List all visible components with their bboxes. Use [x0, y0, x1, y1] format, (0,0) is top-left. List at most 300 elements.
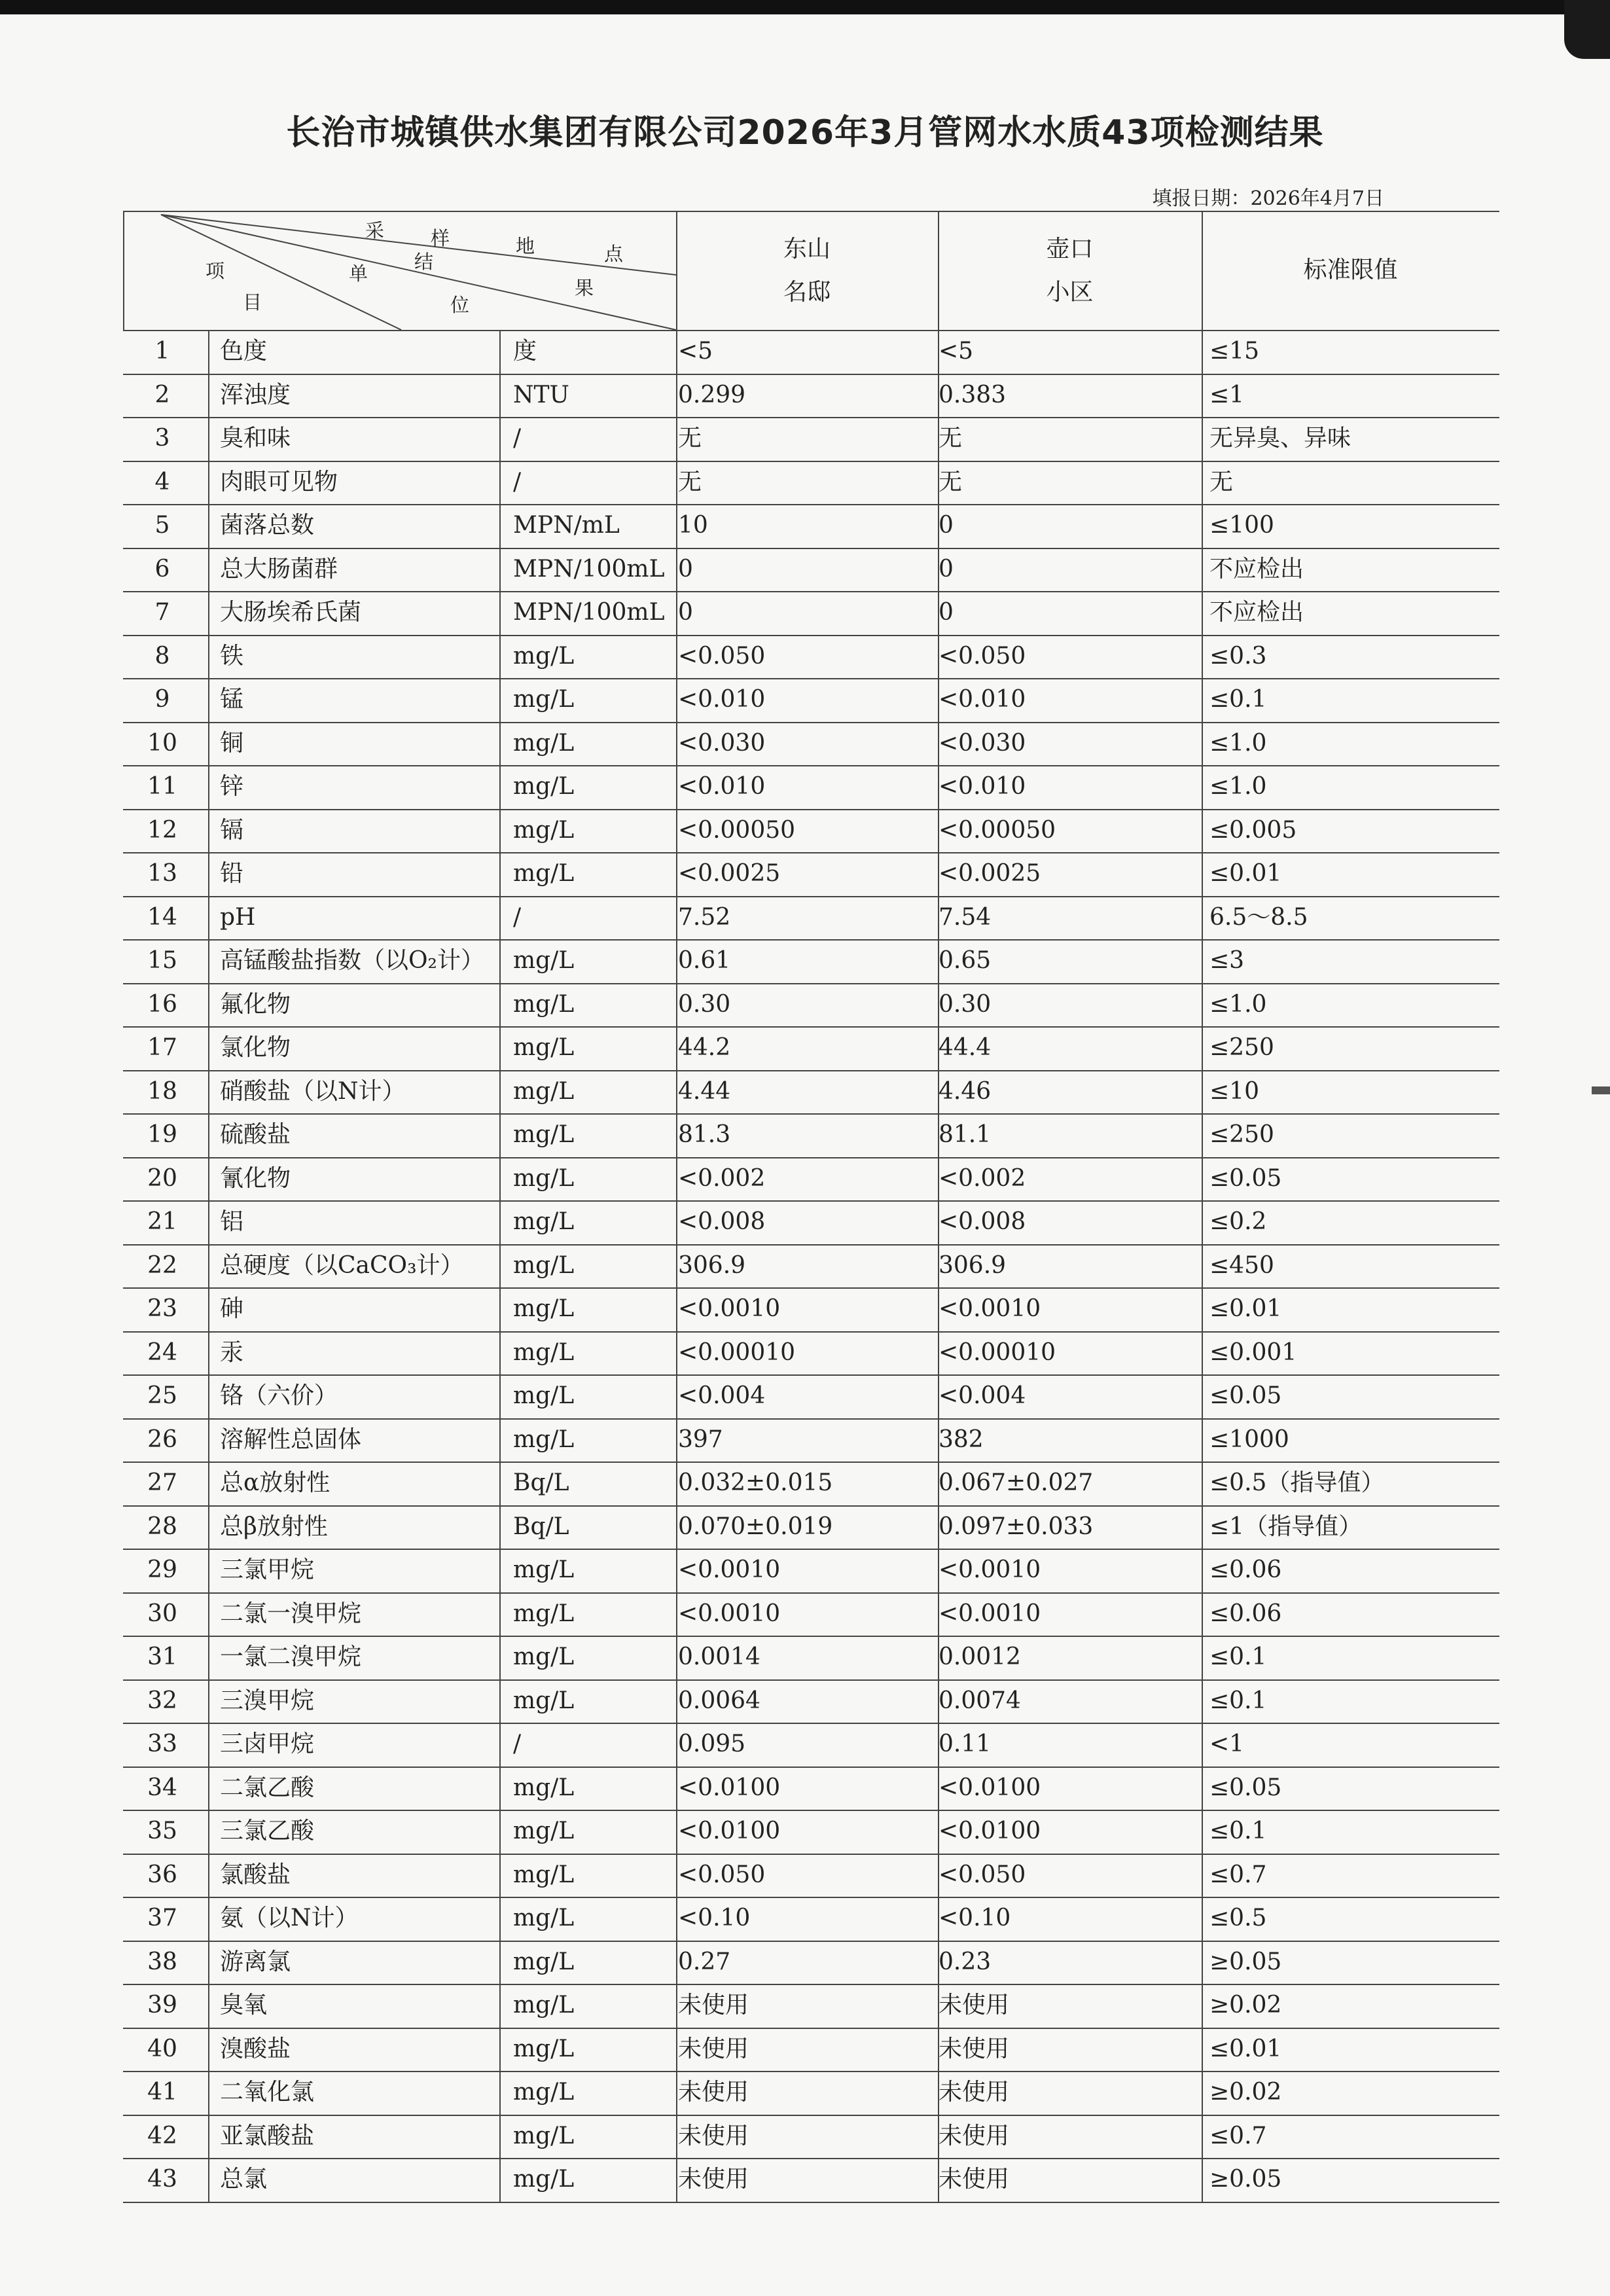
table-row	[123, 1810, 1499, 1854]
table-row	[123, 1984, 1499, 2028]
table-rule	[123, 1113, 1499, 1115]
table-rule	[123, 211, 1499, 212]
unit: mg/L	[513, 642, 575, 670]
header-label: 项	[206, 260, 225, 282]
row-number: 13	[147, 860, 177, 887]
site-a-value: 306.9	[678, 1251, 746, 1279]
table-rule	[123, 1941, 1499, 1942]
unit: mg/L	[513, 1208, 575, 1235]
table-row	[123, 374, 1499, 418]
scan-edge-mark	[1592, 1086, 1610, 1094]
site-a-value: <5	[678, 338, 713, 365]
row-number: 19	[147, 1121, 177, 1148]
row-number: 16	[147, 990, 177, 1018]
item-name: 氰化物	[220, 1164, 291, 1192]
table-rule	[123, 591, 1499, 592]
site-b-value: 未使用	[939, 2122, 1010, 2149]
site-a-value: <0.050	[678, 642, 766, 670]
standard-limit: 不应检出	[1209, 599, 1304, 626]
site-a-value: 0.0064	[678, 1687, 760, 1714]
site-b-value: 无	[939, 425, 963, 452]
item-name: 三溴甲烷	[220, 1687, 315, 1714]
site-a-value: 未使用	[678, 2166, 749, 2193]
item-name: 氯酸盐	[220, 1861, 291, 1888]
table-row	[123, 809, 1499, 853]
site-b-value: 382	[939, 1426, 984, 1453]
site-b-value: <0.00050	[939, 816, 1056, 844]
table-row	[123, 1549, 1499, 1592]
header-label: 目	[243, 291, 262, 314]
table-rule	[123, 939, 1499, 941]
site-b-value: <0.0010	[939, 1600, 1041, 1627]
table-rule	[123, 1200, 1499, 1202]
table-row	[123, 939, 1499, 983]
site-a-value: 0.032±0.015	[678, 1469, 833, 1496]
unit: mg/L	[513, 1426, 575, 1453]
unit: mg/L	[513, 1556, 575, 1583]
row-number: 35	[147, 1818, 177, 1844]
standard-limit: <1	[1209, 1731, 1245, 1757]
item-name: 二氯乙酸	[220, 1774, 315, 1801]
site-b-value: <0.004	[939, 1382, 1026, 1409]
header-label: 采	[365, 219, 385, 242]
table-row	[123, 1723, 1499, 1767]
standard-limit: 无	[1209, 468, 1234, 495]
site-a-value: 未使用	[678, 1992, 749, 2018]
row-number: 1	[154, 338, 170, 365]
row-number: 28	[147, 1513, 177, 1540]
table-rule	[123, 852, 1499, 853]
site-a-value: 未使用	[678, 2122, 749, 2149]
site-b-value: 81.1	[939, 1121, 992, 1148]
table-rule	[123, 635, 1499, 636]
item-name: 总α放射性	[220, 1469, 331, 1496]
item-name: 总β放射性	[220, 1513, 328, 1540]
table-row	[123, 1331, 1499, 1375]
unit: Bq/L	[513, 1469, 569, 1496]
table-row	[123, 548, 1499, 592]
site-a-value: 4.44	[678, 1077, 731, 1105]
standard-limit: ≤1	[1209, 381, 1245, 408]
scan-top-edge	[0, 0, 1610, 14]
standard-limit: ≤0.2	[1209, 1208, 1267, 1235]
site-a-value: <0.0010	[678, 1600, 781, 1627]
table-rule	[123, 2158, 1499, 2159]
item-name: 高锰酸盐指数（以O₂计）	[220, 947, 484, 974]
unit: mg/L	[513, 2166, 575, 2193]
site-b-value: 未使用	[939, 2166, 1010, 2193]
site-b-value: <0.0025	[939, 860, 1041, 887]
table-column-rule	[676, 211, 677, 2202]
row-number: 32	[147, 1687, 177, 1714]
site-a-value: 10	[678, 512, 708, 539]
site-b-value: 0.23	[939, 1948, 992, 1975]
item-name: 锌	[220, 773, 244, 800]
site-a-value: 0.27	[678, 1948, 731, 1975]
item-name: 砷	[220, 1295, 244, 1322]
standard-limit: ≤1.0	[1209, 729, 1267, 757]
unit: /	[513, 468, 522, 495]
table-row	[123, 1374, 1499, 1418]
table-row	[123, 1897, 1499, 1941]
table-rule	[123, 722, 1499, 723]
table-rule	[123, 2115, 1499, 2116]
site-b-value: 0.65	[939, 947, 992, 974]
item-name: 三氯甲烷	[220, 1556, 315, 1583]
table-column-rule	[499, 330, 501, 2202]
site-a-value: 7.52	[678, 903, 731, 931]
table-row	[123, 722, 1499, 766]
table-rule	[123, 896, 1499, 897]
standard-limit: ≥0.05	[1209, 1948, 1282, 1975]
row-number: 33	[147, 1731, 177, 1757]
header-label: 点	[604, 243, 624, 265]
site-a-value: <0.0010	[678, 1295, 781, 1322]
unit: MPN/mL	[513, 512, 620, 539]
unit: /	[513, 903, 522, 931]
unit: mg/L	[513, 1948, 575, 1975]
table-rule	[123, 504, 1499, 505]
unit: mg/L	[513, 1164, 575, 1192]
table-rule	[123, 374, 1499, 375]
standard-limit: ≤250	[1209, 1121, 1274, 1148]
site-a-value: 0	[678, 555, 693, 583]
unit: Bq/L	[513, 1513, 569, 1540]
row-number: 20	[147, 1164, 177, 1192]
site-a-value: 0.0014	[678, 1643, 760, 1670]
site-a-value: <0.00050	[678, 816, 796, 844]
unit: mg/L	[513, 1295, 575, 1322]
standard-limit: ≥0.05	[1209, 2166, 1282, 2193]
table-row	[123, 2071, 1499, 2115]
site-b-value: 未使用	[939, 2035, 1010, 2062]
item-name: 肉眼可见物	[220, 468, 338, 495]
item-name: 氨（以N计）	[220, 1905, 359, 1931]
header-label: 样	[431, 227, 450, 249]
standard-limit: ≥0.02	[1209, 2079, 1282, 2106]
item-name: 铁	[220, 642, 244, 670]
table-column-rule	[1202, 211, 1203, 2202]
item-name: 汞	[220, 1338, 244, 1366]
item-name: 氟化物	[220, 990, 291, 1018]
row-number: 2	[154, 381, 170, 408]
row-number: 43	[147, 2166, 177, 2193]
row-number: 27	[147, 1469, 177, 1496]
item-name: 三氯乙酸	[220, 1818, 315, 1844]
row-number: 9	[154, 686, 170, 713]
table-rule	[123, 1418, 1499, 1420]
table-rule	[123, 2028, 1499, 2029]
table-row	[123, 1636, 1499, 1679]
site-a-value: <0.10	[678, 1905, 751, 1931]
site-b-value: 0.11	[939, 1731, 992, 1757]
header-label: 结	[414, 251, 434, 273]
table-header	[123, 211, 1499, 330]
header-label: 地	[516, 235, 535, 257]
column-header-standard: 标准限值	[1303, 257, 1398, 283]
site-b-value: 未使用	[939, 2079, 1010, 2106]
row-number: 39	[147, 1992, 177, 2018]
standard-limit: ≤0.001	[1209, 1338, 1297, 1366]
column-header-site-a: 东山 名邸	[783, 236, 831, 306]
table-row	[123, 504, 1499, 548]
unit: mg/L	[513, 1992, 575, 2018]
site-b-value: 0.383	[939, 381, 1007, 408]
unit: NTU	[513, 381, 569, 408]
standard-limit: ≤0.1	[1209, 1818, 1267, 1844]
table-rule	[123, 1157, 1499, 1158]
table-row	[123, 1505, 1499, 1549]
site-a-value: <0.002	[678, 1164, 766, 1192]
site-b-value: <0.00010	[939, 1338, 1056, 1366]
row-number: 31	[147, 1643, 177, 1670]
site-a-value: 397	[678, 1426, 723, 1453]
row-number: 36	[147, 1861, 177, 1888]
table-row	[123, 678, 1499, 722]
item-name: 铬（六价）	[220, 1382, 338, 1409]
site-b-value: <0.050	[939, 642, 1026, 670]
table-rule	[123, 1244, 1499, 1246]
row-number: 22	[147, 1251, 177, 1279]
table-rule	[123, 1549, 1499, 1550]
site-b-value: 0.097±0.033	[939, 1513, 1094, 1540]
site-b-value: <0.010	[939, 773, 1026, 800]
unit: mg/L	[513, 1687, 575, 1714]
standard-limit: ≤0.01	[1209, 1295, 1282, 1322]
standard-limit: ≤0.005	[1209, 816, 1297, 844]
row-number: 6	[154, 555, 170, 583]
site-b-value: <0.0100	[939, 1774, 1041, 1801]
site-a-value: <0.0100	[678, 1774, 781, 1801]
site-a-value: 81.3	[678, 1121, 731, 1148]
item-name: 菌落总数	[220, 512, 315, 539]
site-b-value: 7.54	[939, 903, 992, 931]
table-row	[123, 330, 1499, 374]
standard-limit: ≤1.0	[1209, 773, 1267, 800]
table-row	[123, 1941, 1499, 1984]
site-a-value: <0.050	[678, 1861, 766, 1888]
table-column-rule	[208, 330, 209, 2202]
table-row	[123, 2028, 1499, 2072]
unit: mg/L	[513, 1818, 575, 1844]
table-rule	[123, 1984, 1499, 1985]
item-name: 总硬度（以CaCO₃计）	[220, 1251, 464, 1279]
item-name: 浑浊度	[220, 381, 291, 408]
standard-limit: 6.5～8.5	[1209, 903, 1308, 931]
unit: mg/L	[513, 1643, 575, 1670]
table-row	[123, 1854, 1499, 1897]
unit: mg/L	[513, 1905, 575, 1931]
unit: mg/L	[513, 990, 575, 1018]
table-row	[123, 1070, 1499, 1114]
site-b-value: 0.0012	[939, 1643, 1021, 1670]
standard-limit: ≤0.3	[1209, 642, 1267, 670]
table-row	[123, 1244, 1499, 1288]
table-rule	[123, 2202, 1499, 2203]
site-a-value: 0	[678, 599, 693, 626]
table-rule	[123, 809, 1499, 810]
table-rule	[123, 1679, 1499, 1681]
row-number: 38	[147, 1948, 177, 1975]
site-a-value: 44.2	[678, 1034, 731, 1061]
site-a-value: <0.0100	[678, 1818, 781, 1844]
standard-limit: ≤450	[1209, 1251, 1274, 1279]
row-number: 15	[147, 947, 177, 974]
table-row	[123, 896, 1499, 940]
document-title: 长治市城镇供水集团有限公司2026年3月管网水水质43项检测结果	[286, 113, 1324, 152]
unit: mg/L	[513, 1121, 575, 1148]
row-number: 10	[147, 729, 177, 757]
item-name: 色度	[220, 338, 268, 365]
standard-limit: 不应检出	[1209, 555, 1304, 583]
table-rule	[123, 1026, 1499, 1028]
site-a-value: 未使用	[678, 2035, 749, 2062]
site-a-value: <0.0010	[678, 1556, 781, 1583]
unit: mg/L	[513, 1382, 575, 1409]
standard-limit: ≤0.05	[1209, 1164, 1282, 1192]
standard-limit: ≤1（指导值）	[1209, 1513, 1363, 1540]
site-a-value: <0.010	[678, 686, 766, 713]
column-header-site-b: 壶口 小区	[1046, 236, 1094, 306]
unit: mg/L	[513, 686, 575, 713]
table-row	[123, 1418, 1499, 1462]
unit: /	[513, 425, 522, 452]
standard-limit: ≤0.1	[1209, 1687, 1267, 1714]
standard-limit: ≤0.06	[1209, 1556, 1282, 1583]
site-b-value: <0.10	[939, 1905, 1011, 1931]
standard-limit: ≤0.1	[1209, 1643, 1267, 1670]
site-b-value: 0.067±0.027	[939, 1469, 1094, 1496]
row-number: 42	[147, 2122, 177, 2149]
row-number: 34	[147, 1774, 177, 1801]
row-number: 8	[154, 642, 170, 670]
unit: 度	[513, 338, 537, 365]
item-name: 溶解性总固体	[220, 1426, 362, 1453]
table-rule	[123, 2071, 1499, 2072]
header-label: 单	[349, 262, 368, 285]
table-rule	[123, 678, 1499, 679]
item-name: 总氯	[220, 2166, 268, 2193]
site-a-value: 未使用	[678, 2079, 749, 2106]
site-b-value: 4.46	[939, 1077, 992, 1105]
row-number: 21	[147, 1208, 177, 1235]
standard-limit: ≤100	[1209, 512, 1274, 539]
item-name: 二氧化氯	[220, 2079, 315, 2106]
item-name: 锰	[220, 686, 244, 713]
item-name: 游离氯	[220, 1948, 291, 1975]
row-number: 3	[154, 425, 170, 452]
item-name: pH	[220, 903, 256, 931]
site-b-value: 306.9	[939, 1251, 1007, 1279]
scan-corner-mark	[1564, 0, 1610, 59]
table-row	[123, 591, 1499, 635]
item-name: 臭氧	[220, 1992, 268, 2018]
unit: mg/L	[513, 773, 575, 800]
table-row	[123, 1767, 1499, 1810]
table-row	[123, 1026, 1499, 1070]
row-number: 26	[147, 1426, 177, 1453]
site-a-value: 0.61	[678, 947, 731, 974]
table-rule	[123, 461, 1499, 462]
site-b-value: <0.0010	[939, 1556, 1041, 1583]
row-number: 30	[147, 1600, 177, 1627]
unit: mg/L	[513, 816, 575, 844]
standard-limit: ≤0.06	[1209, 1600, 1282, 1627]
standard-limit: ≤0.7	[1209, 2122, 1267, 2149]
site-b-value: <0.010	[939, 686, 1026, 713]
standard-limit: 无异臭、异味	[1209, 425, 1351, 452]
row-number: 29	[147, 1556, 177, 1583]
item-name: 铜	[220, 729, 244, 757]
site-a-value: 0.30	[678, 990, 731, 1018]
site-b-value: 未使用	[939, 1992, 1010, 2018]
site-a-value: <0.004	[678, 1382, 766, 1409]
unit: mg/L	[513, 729, 575, 757]
unit: mg/L	[513, 947, 575, 974]
site-a-value: 无	[678, 425, 702, 452]
item-name: 铅	[220, 860, 244, 887]
table-rule	[123, 1505, 1499, 1507]
table-rule	[123, 1462, 1499, 1463]
unit: mg/L	[513, 2122, 575, 2149]
standard-limit: ≤0.01	[1209, 860, 1282, 887]
site-b-value: <0.0100	[939, 1818, 1041, 1844]
table-rule	[123, 983, 1499, 984]
table-row	[123, 765, 1499, 809]
site-b-value: <0.0010	[939, 1295, 1041, 1322]
table-rule	[123, 1810, 1499, 1811]
table-rule	[123, 1374, 1499, 1376]
standard-limit: ≤3	[1209, 947, 1245, 974]
table-row	[123, 2115, 1499, 2159]
standard-limit: ≤0.1	[1209, 686, 1267, 713]
unit: MPN/100mL	[513, 555, 665, 583]
item-name: 硝酸盐（以N计）	[220, 1077, 406, 1105]
site-b-value: 44.4	[939, 1034, 992, 1061]
unit: mg/L	[513, 2079, 575, 2106]
row-number: 4	[154, 468, 170, 495]
row-number: 17	[147, 1034, 177, 1061]
standard-limit: ≥0.02	[1209, 1992, 1282, 2018]
item-name: 三卤甲烷	[220, 1731, 315, 1757]
table-column-rule	[938, 211, 939, 2202]
standard-limit: ≤0.01	[1209, 2035, 1282, 2062]
row-number: 25	[147, 1382, 177, 1409]
site-a-value: 0.299	[678, 381, 746, 408]
table-row	[123, 1287, 1499, 1331]
unit: mg/L	[513, 860, 575, 887]
standard-limit: ≤0.7	[1209, 1861, 1267, 1888]
table-rule	[123, 548, 1499, 549]
standard-limit: ≤1000	[1209, 1426, 1289, 1453]
standard-limit: ≤15	[1209, 338, 1259, 365]
table-rule	[123, 1331, 1499, 1333]
site-b-value: 0	[939, 599, 954, 626]
table-row	[123, 1113, 1499, 1157]
unit: mg/L	[513, 1338, 575, 1366]
site-b-value: 无	[939, 468, 963, 495]
unit: mg/L	[513, 2035, 575, 2062]
unit: mg/L	[513, 1861, 575, 1888]
site-a-value: <0.010	[678, 773, 766, 800]
item-name: 大肠埃希氏菌	[220, 599, 362, 626]
site-b-value: 0	[939, 512, 954, 539]
table-rule	[123, 1854, 1499, 1855]
unit: mg/L	[513, 1077, 575, 1105]
site-a-value: 无	[678, 468, 702, 495]
row-number: 12	[147, 816, 177, 844]
site-b-value: <0.030	[939, 729, 1026, 757]
